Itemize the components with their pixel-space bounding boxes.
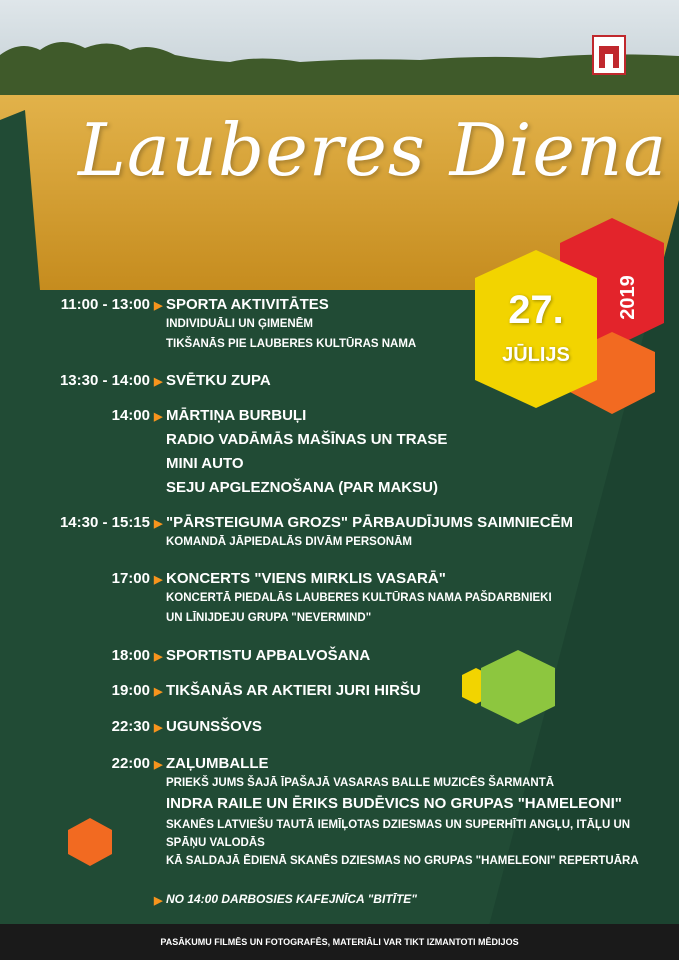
footer-disclaimer: PASĀKUMU FILMĒS UN FOTOGRAFĒS, MATERIĀLI VAR TIKT IZMANTOTI MĒDIJOS xyxy=(0,924,679,960)
event-title: SPORTISTU APBALVOŠANA xyxy=(166,647,371,664)
event-detail: UN LĪNIJDEJU GRUPA "NEVERMIND" xyxy=(166,612,372,624)
arrow-icon: ▶ xyxy=(154,411,163,423)
arrow-icon: ▶ xyxy=(154,574,163,586)
cafe-note-text: NO 14:00 DARBOSIES KAFEJNĪCA "BITĪTE" xyxy=(166,892,417,906)
arrow-icon: ▶ xyxy=(154,300,163,312)
date-year: 2019 xyxy=(616,275,639,320)
poster-title: Lauberes Diena xyxy=(78,108,668,192)
arrow-icon: ▶ xyxy=(154,722,163,734)
event-title: TIKŠANĀS AR AKTIERI JURI HIRŠU xyxy=(166,682,421,699)
event-detail: KĀ SALDAJĀ ĒDIENĀ SKANĒS DZIESMAS NO GRUPAS "HAMELEONI" REPERTUĀRA xyxy=(166,855,639,867)
event-performers: INDRA RAILE UN ĒRIKS BUDĒVICS NO GRUPAS "HAMELEONI" xyxy=(166,795,622,812)
time-label: 22:30 xyxy=(111,718,150,735)
arrow-icon: ▶ xyxy=(154,759,163,771)
arrow-icon: ▶ xyxy=(154,518,163,530)
arrow-icon: ▶ xyxy=(154,686,163,698)
time-label: 18:00 xyxy=(111,647,150,664)
event-detail: KOMANDĀ JĀPIEDALĀS DIVĀM PERSONĀM xyxy=(166,536,412,548)
time-label: 11:00 - 13:00 xyxy=(60,296,150,313)
time-label: 14:00 xyxy=(111,407,150,424)
arrow-icon: ▶ xyxy=(154,895,163,907)
time-label: 13:30 - 14:00 xyxy=(59,372,150,389)
event-title: RADIO VADĀMĀS MAŠĪNAS UN TRASE xyxy=(166,431,448,448)
event-title: ZAĻUMBALLE xyxy=(166,755,269,772)
event-detail: PRIEKŠ JUMS ŠAJĀ ĪPAŠAJĀ VASARAS BALLE MUZICĒS ŠARMANTĀ xyxy=(166,777,555,789)
date-day: 27. xyxy=(508,288,564,332)
event-title: MĀRTIŅA BURBUĻI xyxy=(166,407,307,424)
event-title: "PĀRSTEIGUMA GROZS" PĀRBAUDĪJUMS SAIMNIECĒM xyxy=(166,514,574,531)
event-detail: SPĀŅU VALODĀS xyxy=(166,837,265,849)
event-detail: SKANĒS LATVIEŠU TAUTĀ IEMĪĻOTAS DZIESMAS UN SUPERHĪTI ANGĻU, ITĀĻU UN xyxy=(166,819,631,831)
date-month: JŪLIJS xyxy=(502,344,570,366)
event-title: KONCERTS "VIENS MIRKLIS VASARĀ" xyxy=(166,570,446,587)
time-label: 19:00 xyxy=(111,682,150,699)
event-detail: TIKŠANĀS PIE LAUBERES KULTŪRAS NAMA xyxy=(166,338,417,350)
event-detail: KONCERTĀ PIEDALĀS LAUBERES KULTŪRAS NAMA PAŠDARBNIEKI xyxy=(166,592,552,604)
time-label: 17:00 xyxy=(111,570,150,587)
event-title: SVĒTKU ZUPA xyxy=(166,372,271,389)
event-title: SEJU APGLEZNOŠANA (PAR MAKSU) xyxy=(166,479,438,496)
arrow-icon: ▶ xyxy=(154,651,163,663)
event-title: MINI AUTO xyxy=(166,455,244,472)
event-title: UGUNSŠOVS xyxy=(166,718,262,735)
event-title: SPORTA AKTIVITĀTES xyxy=(166,296,329,313)
time-label: 22:00 xyxy=(111,755,150,772)
arrow-icon: ▶ xyxy=(154,376,163,388)
event-detail: INDIVIDUĀLI UN ĢIMENĒM xyxy=(166,318,313,330)
time-label: 14:30 - 15:15 xyxy=(59,514,150,531)
